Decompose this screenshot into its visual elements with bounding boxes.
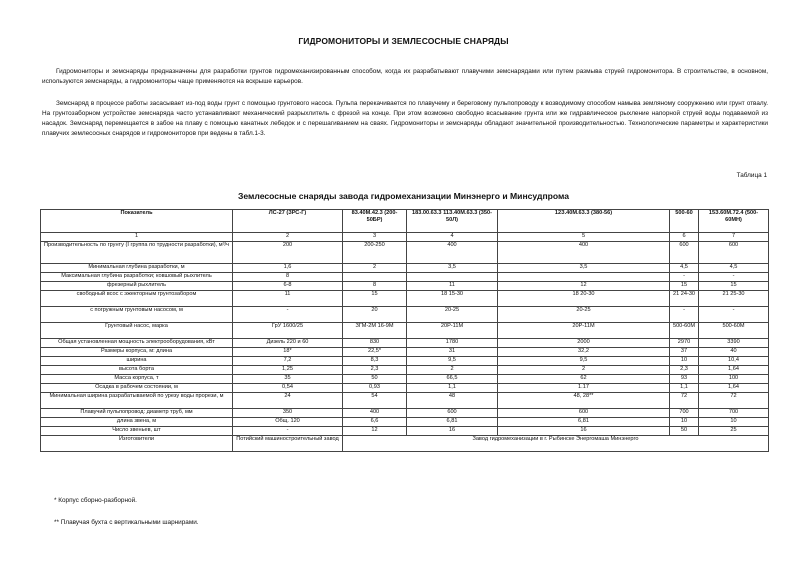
table-cell: -: [699, 273, 769, 282]
dredger-specs-table: [40, 209, 769, 452]
table-row: [41, 339, 769, 348]
index-cell: 1: [41, 233, 233, 242]
row-label: Изготовители: [41, 436, 233, 452]
table-cell: 6,81: [407, 418, 498, 427]
table-cell: 12: [343, 427, 407, 436]
header-cell: ЛС-27 (ЗРС-Г): [233, 210, 343, 233]
table-cell: 2970: [670, 339, 699, 348]
table-cell: 50: [343, 375, 407, 384]
table-cell: 32,2: [498, 348, 670, 357]
table-cell: 20Р-11М: [498, 323, 670, 339]
dredger-paragraph: Земснаряд в процессе работы засасывает из-под воды грунт с помощью грунтового насоса. Пульпа перекачивается по плавучему и береговому пульпопроводу к возводимому способом намыва земляному сооружению или грунт отвалу. На грунтозаборном устройстве земснаряда часто устанавливают механический разрыхлитель с фрезой на конце. При этом возможно свободно всасывание грунта или же гидравлическое рыхление напорной струей воды подаваемой из насадок. Земснаряд перемещается в забое на плаву с помощью канатных лебедок и с перешагиванием на сваях. Гидромониторы и земснаряды обладают значительной производительностью. Технологические параметры и характеристики плавучих землесосных снарядов и гидромониторов при ведены в табл.1-3.: [42, 100, 768, 137]
table-cell: 600: [670, 242, 699, 264]
table-cell: 1,1: [670, 384, 699, 393]
table-cell: 1,25: [233, 366, 343, 375]
table-cell: 1.17: [498, 384, 670, 393]
table-cell: -: [670, 273, 699, 282]
table-cell: 48, 28**: [498, 393, 670, 409]
header-cell: 500-60: [670, 210, 699, 233]
table-cell: 8: [233, 273, 343, 282]
table-cell: 15: [699, 282, 769, 291]
table-cell: 6,81: [498, 418, 670, 427]
table-cell: 400: [498, 242, 670, 264]
table-cell: 2,3: [343, 366, 407, 375]
index-cell: 6: [670, 233, 699, 242]
table-row: [41, 348, 769, 357]
table-cell: 3,5: [498, 264, 670, 273]
row-label: Размеры корпуса, м: длина: [41, 348, 233, 357]
row-label: высота борта: [41, 366, 233, 375]
row-label: фрезерный рыхлитель: [41, 282, 233, 291]
row-label: свободный всос с эжекторным грунтозабором: [41, 291, 233, 307]
table-cell: 24: [233, 393, 343, 409]
row-label: Число звеньев, шт: [41, 427, 233, 436]
row-label: Общая установленная мощность электрооборудования, кВт: [41, 339, 233, 348]
table-cell: 16: [498, 427, 670, 436]
table-title: Землесосные снаряды завода гидромеханизации Минэнерго и Минсудпрома: [237, 191, 570, 201]
table-cell: 100: [699, 375, 769, 384]
table-cell: 2: [498, 366, 670, 375]
table-row: [41, 384, 769, 393]
intro-paragraph: Гидромониторы и земснаряды предназначены для разработки грунтов гидромеханизированным способом, когда их разрабатывают плавучими земснарядами или путем размыва струей гидромонитора. В строительстве, в основном, используются земснаряды, а гидромониторы чаще применяются на вскрыше карьеров.: [42, 68, 768, 85]
table-cell: ГрУ 1600/25: [233, 323, 343, 339]
table-cell: 21 25-30: [699, 291, 769, 307]
table-cell: 3,5: [407, 264, 498, 273]
table-cell: 1,64: [699, 384, 769, 393]
table-row: [41, 393, 769, 409]
table-cell: -: [233, 307, 343, 323]
table-cell: [498, 273, 670, 282]
table-cell: 18*: [233, 348, 343, 357]
row-label: длина звена, м: [41, 418, 233, 427]
table-cell: 830: [343, 339, 407, 348]
table-cell: 15: [343, 291, 407, 307]
table-cell: 18 15-30: [407, 291, 498, 307]
table-cell: [343, 273, 407, 282]
table-cell: 15: [670, 282, 699, 291]
table-cell: 48: [407, 393, 498, 409]
table-cell: -: [699, 307, 769, 323]
header-cell: Показатель: [41, 210, 233, 233]
row-label: Минимальная глубина разработки, м: [41, 264, 233, 273]
index-cell: 7: [699, 233, 769, 242]
table-row: [41, 273, 769, 282]
row-label: с погружным грунтовым насосом, м: [41, 307, 233, 323]
header-cell: 15З.60М.72.4 (500-60МН): [699, 210, 769, 233]
manufacturer-2: Завод гидромеханизации в г. Рыбинске Энергомаша Минэнерго: [343, 436, 769, 452]
header-cell: 183.00.63.3 11З.40М.63.3 (350-50Л): [407, 210, 498, 233]
row-label: Плавучий пульпопровод: диаметр труб, мм: [41, 409, 233, 418]
header-cell: 12З.40М.63.3 (380-56): [498, 210, 670, 233]
table-cell: 21 24-30: [670, 291, 699, 307]
table-row: [41, 366, 769, 375]
table-cell: 6-8: [233, 282, 343, 291]
page-title: ГИДРОМОНИТОРЫ И ЗЕМЛЕСОСНЫЕ СНАРЯДЫ: [298, 36, 509, 46]
table-row: [41, 427, 769, 436]
table-cell: -: [233, 427, 343, 436]
table-cell: 4,5: [670, 264, 699, 273]
table-cell: 0,93: [343, 384, 407, 393]
table-row: [41, 282, 769, 291]
table-cell: 700: [670, 409, 699, 418]
table-cell: 0,54: [233, 384, 343, 393]
table-cell: [407, 273, 498, 282]
table-cell: 20: [343, 307, 407, 323]
table-cell: 200: [233, 242, 343, 264]
table-row: [41, 375, 769, 384]
table-cell: 93: [670, 375, 699, 384]
row-label: Максимальная глубина разработки; ковшовый рыхлитель: [41, 273, 233, 282]
table-row: [41, 323, 769, 339]
table-cell: 400: [343, 409, 407, 418]
table-cell: 200-250: [343, 242, 407, 264]
table-cell: 20-25: [407, 307, 498, 323]
table-cell: 350: [233, 409, 343, 418]
table-cell: 35: [233, 375, 343, 384]
table-cell: Дизель 220 и 60: [233, 339, 343, 348]
index-row: [41, 233, 769, 242]
footnote-1: * Корпус сборно-разборной.: [54, 497, 137, 504]
row-label: Минимальная ширина разрабатываемой по урезу воды прорези, м: [41, 393, 233, 409]
table-cell: 1,6: [233, 264, 343, 273]
table-cell: 25: [699, 427, 769, 436]
index-cell: 3: [343, 233, 407, 242]
table-cell: 9,5: [407, 357, 498, 366]
table-cell: 8: [343, 282, 407, 291]
table-cell: 2,3: [670, 366, 699, 375]
table-cell: 10: [670, 418, 699, 427]
table-cell: 1,1: [407, 384, 498, 393]
table-row: [41, 264, 769, 273]
table-row: [41, 291, 769, 307]
table-cell: 10: [670, 357, 699, 366]
table-cell: ЗГМ-2М 16-9М: [343, 323, 407, 339]
table-cell: 18 20-30: [498, 291, 670, 307]
table-number: Таблица 1: [736, 172, 767, 179]
table-cell: 400: [407, 242, 498, 264]
table-row: [41, 307, 769, 323]
table-cell: 700: [699, 409, 769, 418]
index-cell: 2: [233, 233, 343, 242]
manufacturer-row: [41, 436, 769, 452]
table-cell: 3390: [699, 339, 769, 348]
table-row: [41, 242, 769, 264]
table-cell: 22,5*: [343, 348, 407, 357]
row-label: Производительность по грунту (I группа по трудности разработки), м³/ч: [41, 242, 233, 264]
table-cell: 50: [670, 427, 699, 436]
row-label: Грунтовый насос, марка: [41, 323, 233, 339]
table-cell: 1780: [407, 339, 498, 348]
table-cell: 62: [498, 375, 670, 384]
table-cell: 2: [407, 366, 498, 375]
table-cell: 10,4: [699, 357, 769, 366]
table-cell: 12: [498, 282, 670, 291]
row-label: ширина: [41, 357, 233, 366]
table-cell: 1,64: [699, 366, 769, 375]
table-row: [41, 357, 769, 366]
index-cell: 4: [407, 233, 498, 242]
table-row: [41, 418, 769, 427]
table-cell: 600: [699, 242, 769, 264]
table-cell: 54: [343, 393, 407, 409]
table-cell: 20-25: [498, 307, 670, 323]
table-cell: 4,5: [699, 264, 769, 273]
table-cell: 600: [498, 409, 670, 418]
table-cell: 6,6: [343, 418, 407, 427]
table-cell: 500-60М: [699, 323, 769, 339]
table-cell: Общ. 120: [233, 418, 343, 427]
table-cell: 7,2: [233, 357, 343, 366]
table-row: [41, 409, 769, 418]
table-header-row: [41, 210, 769, 233]
manufacturer-1: Потийский машиностроительный завод: [233, 436, 343, 452]
table-cell: 72: [699, 393, 769, 409]
table-cell: 11: [407, 282, 498, 291]
table-cell: 600: [407, 409, 498, 418]
table-cell: 31: [407, 348, 498, 357]
table-cell: -: [670, 307, 699, 323]
table-cell: 37: [670, 348, 699, 357]
table-cell: 20Р-11М: [407, 323, 498, 339]
index-cell: 5: [498, 233, 670, 242]
table-cell: 8,3: [343, 357, 407, 366]
table-cell: 66,5: [407, 375, 498, 384]
header-cell: 83.40М.42.3 (200-50БР): [343, 210, 407, 233]
table-cell: 9,5: [498, 357, 670, 366]
table-cell: 40: [699, 348, 769, 357]
table-cell: 10: [699, 418, 769, 427]
row-label: Масса корпуса, т: [41, 375, 233, 384]
table-cell: 2000: [498, 339, 670, 348]
table-cell: 11: [233, 291, 343, 307]
footnote-2: ** Плавучая бухта с вертикальными шарнирами.: [54, 519, 199, 526]
table-cell: 72: [670, 393, 699, 409]
row-label: Осадка в рабочем состоянии, м: [41, 384, 233, 393]
table-cell: 500-60М: [670, 323, 699, 339]
table-cell: 16: [407, 427, 498, 436]
table-cell: 2: [343, 264, 407, 273]
